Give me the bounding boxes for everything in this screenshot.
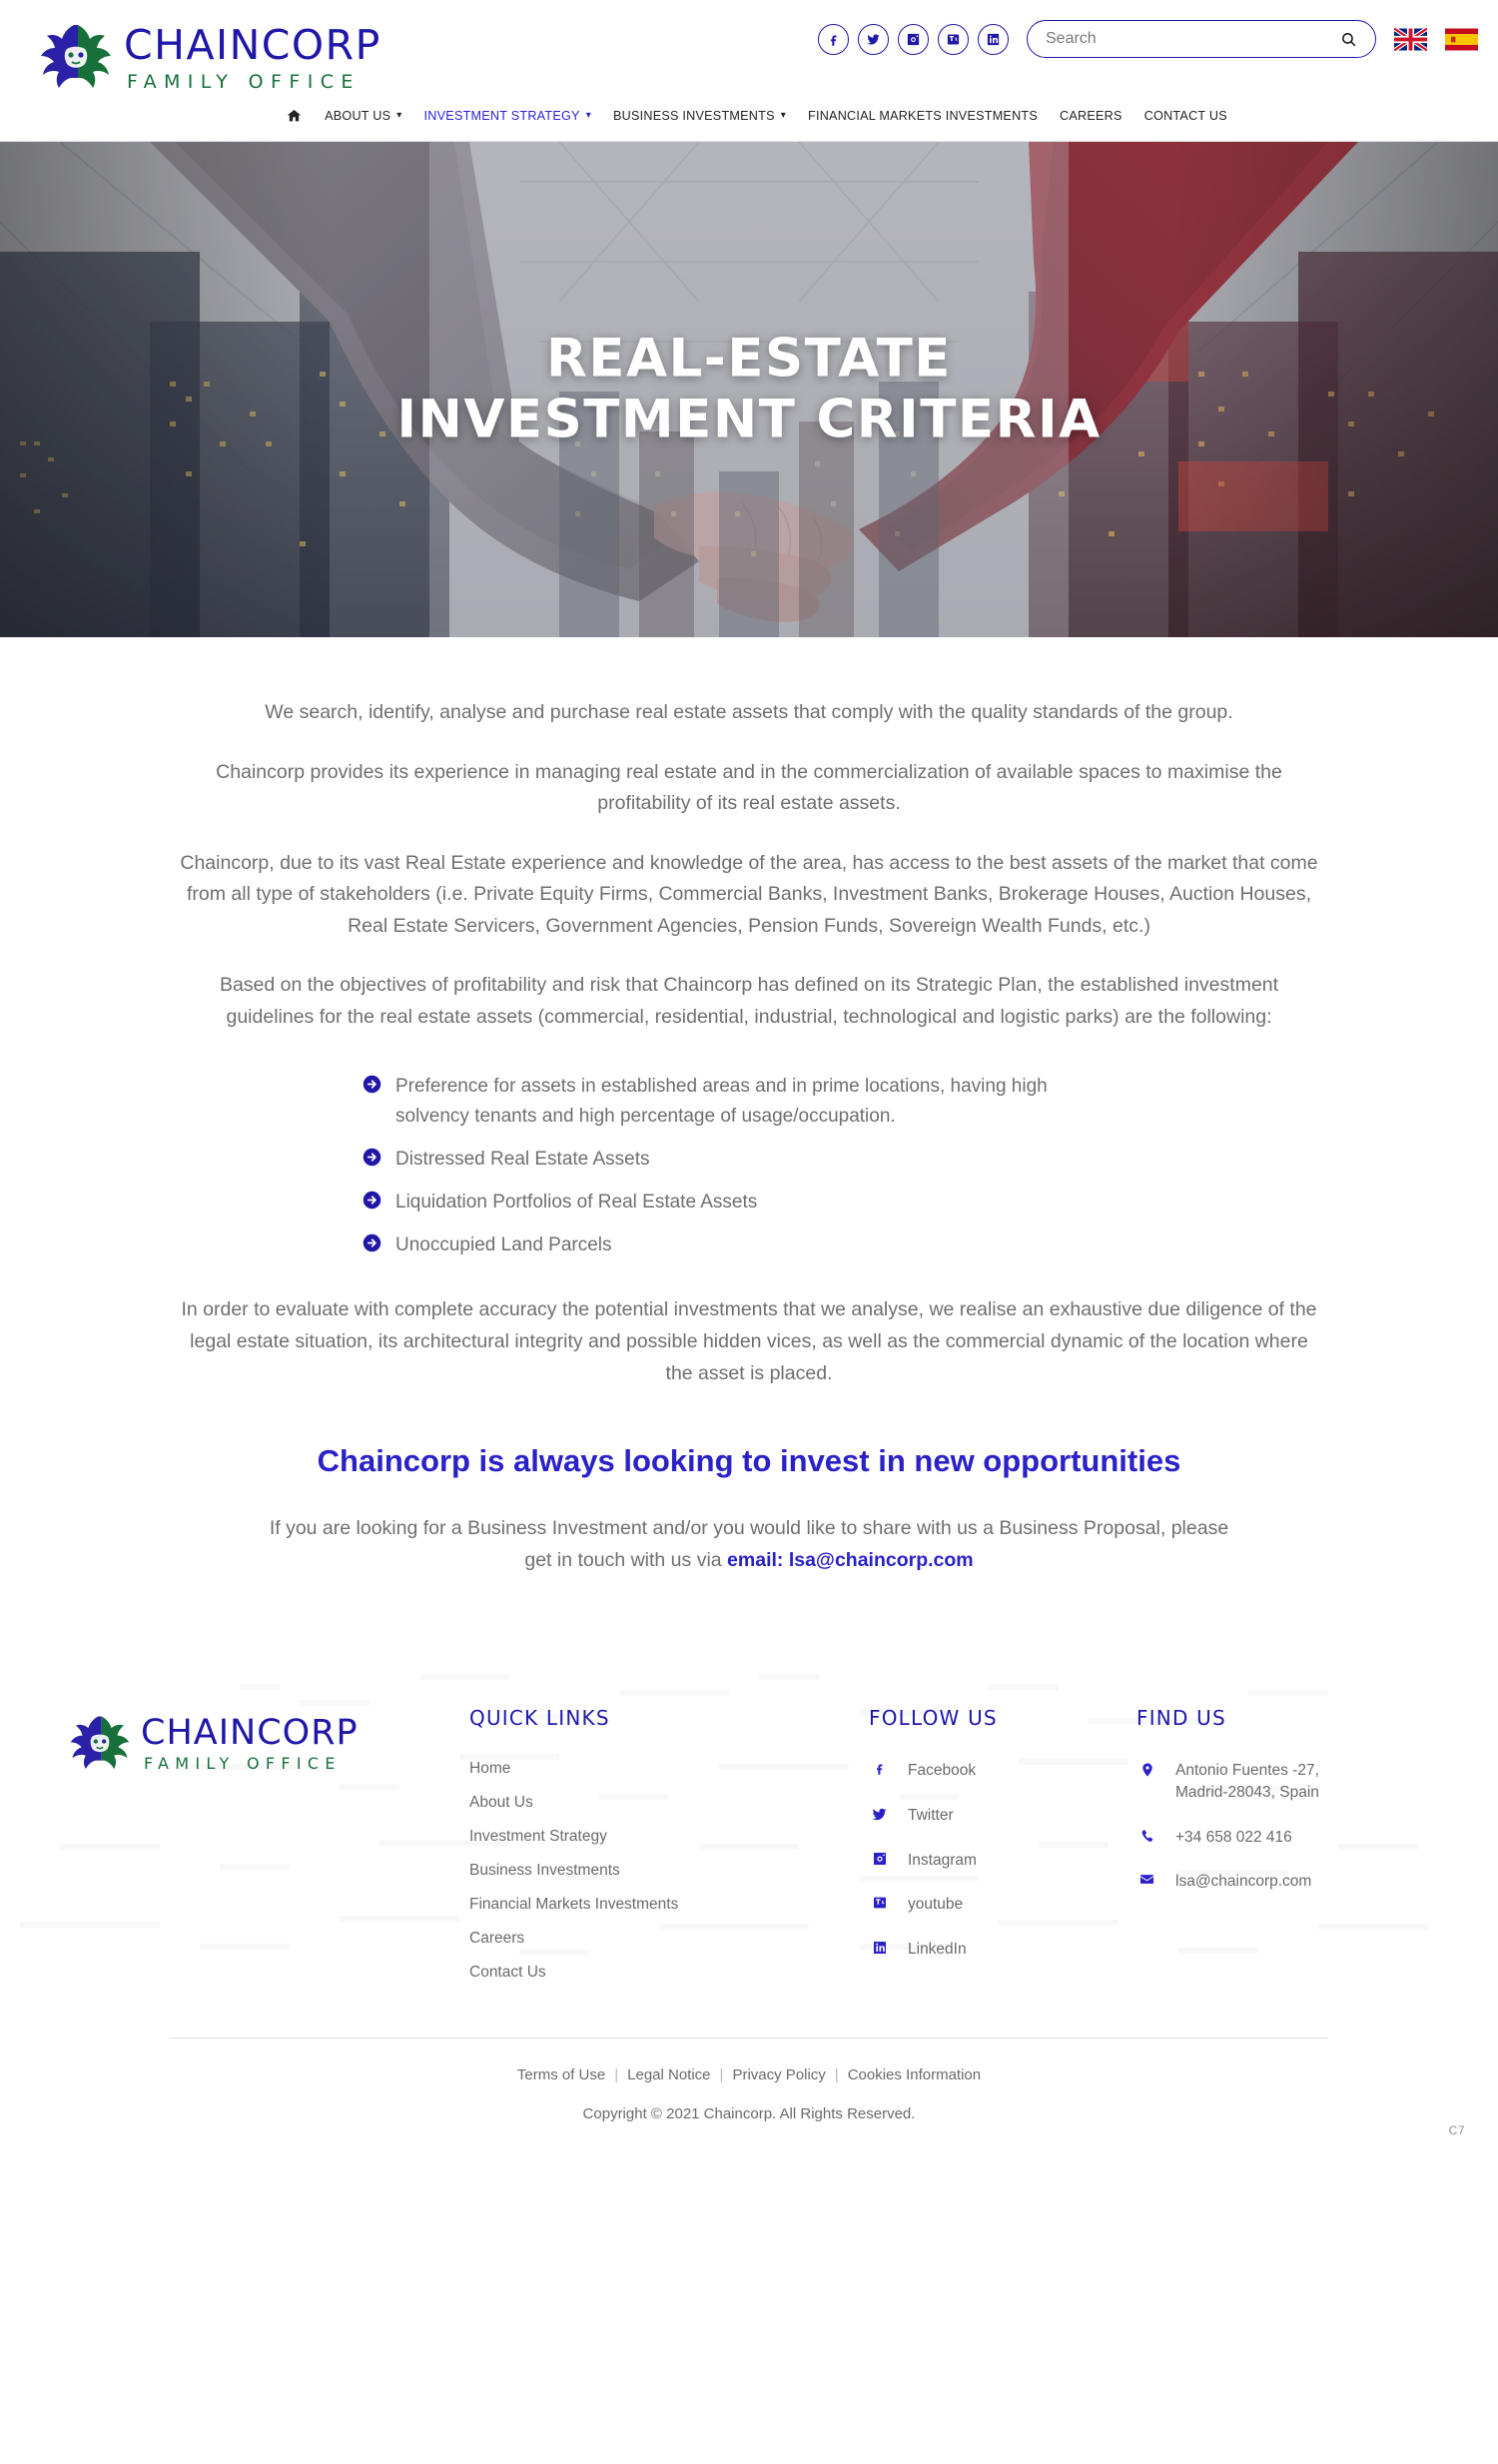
list-item xyxy=(363,1231,1122,1261)
logo-tagline: FAMILY OFFICE xyxy=(144,1754,342,1774)
footer-link-financial-markets-investments[interactable]: Financial Markets Investments xyxy=(469,1896,679,1914)
intro-paragraph-1: We search, identify, analyse and purchase real estate assets that comply with the quality standards of the group. xyxy=(265,701,1233,723)
main-content xyxy=(0,637,1498,1644)
intro-paragraph-2: Chaincorp provides its experience in managing real estate and in the commercialization of available spaces to maximise the profitability of its real estate assets. xyxy=(216,760,1282,815)
footer-find-us xyxy=(1136,1706,1456,1998)
twitter-icon xyxy=(869,1805,890,1823)
nav-item-home[interactable] xyxy=(275,103,314,129)
intro-paragraph-4: Based on the objectives of profitability and risk that Chaincorp has defined on its Strategic Plan, the established investment guidelines for the real estate assets (commercial, residential, industrial, technological and logistic parks) are the following: xyxy=(219,974,1279,1029)
nav-label: BUSINESS INVESTMENTS xyxy=(612,109,775,123)
hero-banner xyxy=(0,142,1498,637)
footer-quick-links xyxy=(469,1706,869,1998)
flag-english[interactable] xyxy=(1394,28,1427,51)
footer-link-investment-strategy[interactable]: Investment Strategy xyxy=(469,1828,607,1846)
lead-heading: Chaincorp is always looking to invest in new opportunities xyxy=(317,1443,1181,1479)
chevron-down-icon: ▾ xyxy=(780,110,787,121)
flag-spanish[interactable] xyxy=(1445,28,1478,51)
linkedin-icon xyxy=(869,1939,890,1956)
footer-social-label: youtube xyxy=(908,1896,964,1914)
footer-link-about-us[interactable]: About Us xyxy=(469,1794,533,1812)
nav-label: INVESTMENT STRATEGY xyxy=(423,109,580,123)
footer-phone-text: +34 658 022 416 xyxy=(1175,1828,1292,1846)
search-icon xyxy=(1340,31,1357,48)
arrow-right-circle-icon xyxy=(363,1075,381,1094)
separator: | xyxy=(719,2066,724,2084)
facebook-icon[interactable] xyxy=(818,24,849,55)
linkedin-icon[interactable] xyxy=(978,24,1009,55)
quick-links-heading: QUICK LINKS xyxy=(469,1706,610,1731)
intro-paragraph-3: Chaincorp, due to its vast Real Estate experience and knowledge of the area, has access to the best assets of the market that come from all type of stakeholders (i.e. Private Equity Firms, Commercial Banks, Investment Banks, Brokerage Houses, Auction Houses, Real Estate Servicers, Government Agencies, Pension Funds, Sovereign Wealth Funds, etc.) xyxy=(180,851,1318,937)
address-line-2: Madrid-28043, Spain xyxy=(1175,1784,1319,1802)
hero-title-line-1: REAL-ESTATE xyxy=(546,328,952,390)
arrow-right-circle-icon xyxy=(363,1233,381,1252)
list-item-text: Preference for assets in established areas and in prime locations, having high solvency tenants and high percentage of usage/occupation. xyxy=(395,1075,1048,1128)
logo-name: CHAINCORP xyxy=(141,1713,359,1754)
footer-address xyxy=(1136,1760,1456,1803)
footer-address-text xyxy=(1175,1760,1319,1803)
home-icon xyxy=(286,108,303,124)
list-item-text: Unoccupied Land Parcels xyxy=(395,1233,612,1255)
email-link[interactable]: email: lsa@chaincorp.com xyxy=(727,1548,974,1571)
legal-link-cookies-information[interactable]: Cookies Information xyxy=(847,2066,982,2084)
criteria-list xyxy=(145,1072,1353,1261)
copyright-text: Copyright © 2021 Chaincorp. All Rights Reserved. xyxy=(582,2105,916,2123)
nav-item-investment-strategy[interactable] xyxy=(413,104,602,128)
footer-social-linkedin[interactable] xyxy=(869,1939,1136,1961)
phone-icon xyxy=(1136,1827,1157,1845)
twitter-icon[interactable] xyxy=(858,24,889,55)
chevron-down-icon: ▾ xyxy=(396,110,402,121)
list-item xyxy=(363,1188,1122,1219)
list-item-text: Distressed Real Estate Assets xyxy=(395,1149,650,1171)
instagram-icon xyxy=(869,1850,890,1867)
footer-email-text: lsa@chaincorp.com xyxy=(1175,1873,1312,1891)
footer-social-label: Instagram xyxy=(908,1851,977,1869)
site-header xyxy=(0,0,1498,142)
separator: | xyxy=(834,2066,839,2084)
legal-links xyxy=(0,2066,1498,2083)
logo-name: CHAINCORP xyxy=(124,20,381,69)
lion-logo-icon xyxy=(68,1714,132,1774)
youtube-icon[interactable] xyxy=(938,24,969,55)
footer-phone[interactable] xyxy=(1136,1827,1456,1849)
footer-bottom xyxy=(0,2039,1498,2152)
footer-email[interactable] xyxy=(1136,1871,1456,1893)
follow-us-heading: FOLLOW US xyxy=(869,1706,998,1731)
location-pin-icon xyxy=(1136,1760,1157,1779)
site-footer xyxy=(0,1644,1498,2152)
envelope-icon xyxy=(1136,1871,1157,1887)
footer-social-twitter[interactable] xyxy=(869,1805,1136,1827)
footer-logo-column xyxy=(40,1706,469,1998)
address-line-1: Antonio Fuentes -27, xyxy=(1175,1762,1319,1780)
nav-label: FINANCIAL MARKETS INVESTMENTS xyxy=(808,109,1039,123)
site-logo[interactable] xyxy=(38,22,381,94)
facebook-icon xyxy=(869,1760,890,1776)
cta-text: If you are looking for a Business Investment and/or you would like to share with us a Business Proposal, please get in touch with us via xyxy=(269,1517,1229,1571)
footer-social-label: LinkedIn xyxy=(908,1941,967,1959)
separator: | xyxy=(614,2066,619,2084)
footer-logo-wordmark xyxy=(141,1713,359,1774)
cta-paragraph xyxy=(145,1513,1353,1576)
hero-title-line-2: INVESTMENT CRITERIA xyxy=(396,390,1102,450)
nav-label: CONTACT US xyxy=(1143,109,1227,123)
footer-social-facebook[interactable] xyxy=(869,1760,1136,1782)
legal-link-privacy-policy[interactable]: Privacy Policy xyxy=(732,2066,826,2084)
logo-wordmark xyxy=(124,20,381,93)
search-box[interactable] xyxy=(1027,20,1376,58)
legal-link-terms-of-use[interactable]: Terms of Use xyxy=(516,2066,606,2084)
list-item xyxy=(363,1145,1122,1176)
search-input[interactable] xyxy=(1046,30,1332,48)
footer-follow-us xyxy=(869,1706,1136,1998)
closing-paragraph: In order to evaluate with complete accuracy the potential investments that we analyse, we realise an exhaustive due diligence of the legal estate situation, its architectural integrity and possible hidden vices, as well as the commercial dynamic of the location where the asset is placed. xyxy=(181,1298,1317,1384)
footer-social-label: Twitter xyxy=(908,1807,954,1825)
footer-link-contact-us[interactable]: Contact Us xyxy=(469,1964,546,1982)
legal-link-legal-notice[interactable]: Legal Notice xyxy=(627,2066,711,2084)
search-button[interactable] xyxy=(1332,31,1357,48)
nav-item-contact-us[interactable] xyxy=(1133,104,1238,128)
footer-social-youtube[interactable] xyxy=(869,1894,1136,1916)
arrow-right-circle-icon xyxy=(363,1191,381,1210)
footer-social-instagram[interactable] xyxy=(869,1850,1136,1872)
footer-link-business-investments[interactable]: Business Investments xyxy=(469,1862,620,1880)
footer-social-label: Facebook xyxy=(908,1762,977,1780)
nav-label: ABOUT US xyxy=(325,109,391,123)
nav-item-about-us[interactable] xyxy=(314,104,412,128)
logo-tagline: FAMILY OFFICE xyxy=(127,70,361,93)
nav-item-financial-markets-investments[interactable] xyxy=(797,104,1049,128)
chevron-down-icon: ▾ xyxy=(585,110,591,121)
lion-logo-icon xyxy=(38,22,114,94)
arrow-right-circle-icon xyxy=(363,1148,381,1167)
list-item-text: Liquidation Portfolios of Real Estate Assets xyxy=(395,1191,758,1213)
main-navigation xyxy=(0,103,1498,129)
find-us-heading: FIND US xyxy=(1136,1706,1226,1731)
nav-item-careers[interactable] xyxy=(1049,104,1133,128)
youtube-icon xyxy=(869,1894,890,1911)
nav-label: CAREERS xyxy=(1060,109,1123,123)
header-utility-bar xyxy=(818,20,1478,58)
nav-item-business-investments[interactable] xyxy=(602,104,797,128)
instagram-icon[interactable] xyxy=(898,24,929,55)
footer-logo[interactable] xyxy=(68,1714,469,1774)
list-item xyxy=(363,1072,1122,1134)
page-title xyxy=(0,329,1498,451)
footer-link-careers[interactable]: Careers xyxy=(469,1930,525,1948)
footer-link-home[interactable]: Home xyxy=(469,1760,511,1778)
watermark: C7 xyxy=(1448,2123,1465,2138)
